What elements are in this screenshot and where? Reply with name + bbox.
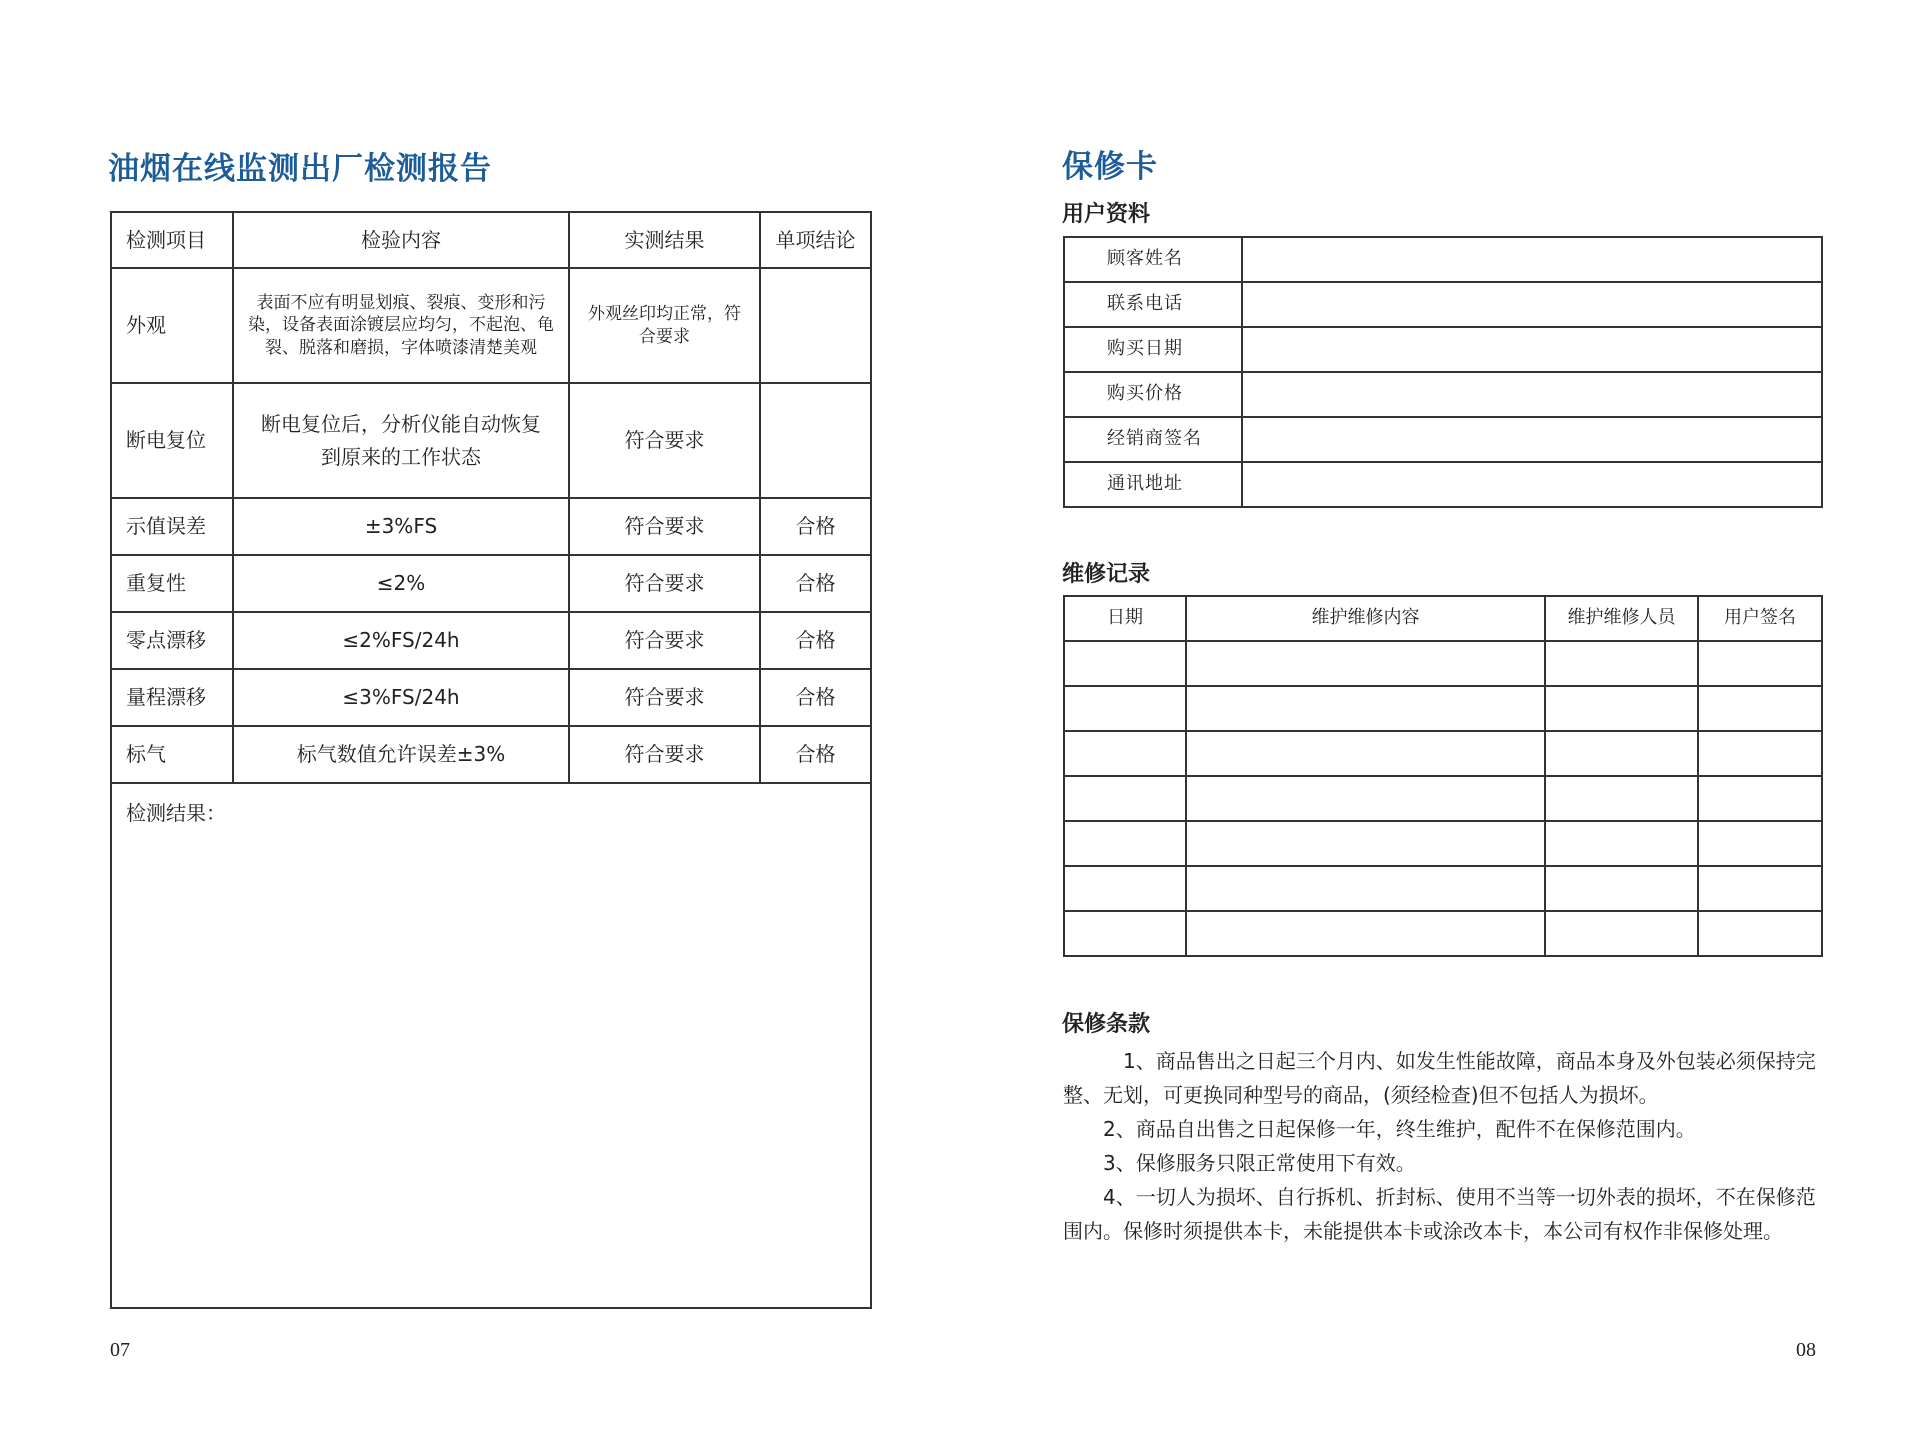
- user-info-row: [1064, 282, 1822, 327]
- result-cell: 符合要求: [569, 383, 760, 498]
- result-cell: 符合要求: [569, 555, 760, 612]
- conclusion-cell: 合格: [760, 498, 871, 555]
- user-info-row: [1064, 417, 1822, 462]
- phone-label: 联系电话: [1064, 282, 1242, 327]
- repair-row: [1064, 821, 1822, 866]
- repair-cell[interactable]: [1698, 641, 1822, 686]
- repair-cell[interactable]: [1545, 731, 1698, 776]
- repair-cell[interactable]: [1064, 731, 1186, 776]
- content-cell: ±3%FS: [233, 498, 569, 555]
- table-row: [111, 498, 871, 555]
- content-cell: 表面不应有明显划痕、裂痕、变形和污染，设备表面涂镀层应均匀，不起泡、龟裂、脱落和磨损，字体喷漆清楚美观: [233, 268, 569, 383]
- item-cell: 标气: [111, 726, 233, 783]
- header-cell: 维护维修人员: [1545, 596, 1698, 641]
- header-cell: 单项结论: [760, 212, 871, 268]
- repair-cell[interactable]: [1186, 686, 1545, 731]
- table-row: [111, 669, 871, 726]
- result-cell: 符合要求: [569, 498, 760, 555]
- repair-record-heading: 维修记录: [1062, 562, 1151, 587]
- user-info-row: [1064, 462, 1822, 507]
- repair-cell[interactable]: [1545, 821, 1698, 866]
- purchase-price-label: 购买价格: [1064, 372, 1242, 417]
- table-header-row: [111, 212, 871, 268]
- repair-row: [1064, 731, 1822, 776]
- repair-cell[interactable]: [1186, 911, 1545, 956]
- table-row: [111, 726, 871, 783]
- repair-cell[interactable]: [1545, 866, 1698, 911]
- repair-cell[interactable]: [1698, 821, 1822, 866]
- table-row: [111, 268, 871, 383]
- repair-cell[interactable]: [1698, 731, 1822, 776]
- repair-record-table: [1063, 595, 1823, 957]
- header-cell: 用户签名: [1698, 596, 1822, 641]
- result-cell: 符合要求: [569, 669, 760, 726]
- header-cell: 实测结果: [569, 212, 760, 268]
- repair-cell[interactable]: [1064, 686, 1186, 731]
- table-row: [111, 555, 871, 612]
- user-info-row: [1064, 372, 1822, 417]
- conclusion-cell: 合格: [760, 555, 871, 612]
- content-cell: 标气数值允许误差±3%: [233, 726, 569, 783]
- report-title: 油烟在线监测出厂检测报告: [108, 151, 492, 187]
- item-cell: 重复性: [111, 555, 233, 612]
- header-cell: 维护维修内容: [1186, 596, 1545, 641]
- repair-row: [1064, 776, 1822, 821]
- repair-cell[interactable]: [1545, 641, 1698, 686]
- warranty-term: 2、商品自出售之日起保修一年，终生维护，配件不在保修范围内。: [1103, 1117, 1696, 1141]
- repair-row: [1064, 866, 1822, 911]
- purchase-date-field[interactable]: [1242, 327, 1822, 372]
- warranty-term: 4、一切人为损坏、自行拆机、折封标、使用不当等一切外表的损坏，不在保修范围内。保修时须提供本卡，未能提供本卡或涂改本卡，本公司有权作非保修处理。: [1063, 1185, 1816, 1243]
- repair-cell[interactable]: [1064, 776, 1186, 821]
- repair-cell[interactable]: [1186, 776, 1545, 821]
- conclusion-cell: 合格: [760, 669, 871, 726]
- item-cell: 断电复位: [111, 383, 233, 498]
- user-info-row: [1064, 237, 1822, 282]
- repair-cell[interactable]: [1064, 911, 1186, 956]
- repair-cell[interactable]: [1064, 821, 1186, 866]
- inspection-report-table: [110, 211, 872, 1309]
- repair-header-row: [1064, 596, 1822, 641]
- conclusion-cell: [760, 383, 871, 498]
- result-cell: 符合要求: [569, 612, 760, 669]
- item-cell: 量程漂移: [111, 669, 233, 726]
- repair-cell[interactable]: [1186, 866, 1545, 911]
- table-row: [111, 612, 871, 669]
- purchase-price-field[interactable]: [1242, 372, 1822, 417]
- repair-cell[interactable]: [1186, 731, 1545, 776]
- content-cell: 断电复位后，分析仪能自动恢复到原来的工作状态: [233, 383, 569, 498]
- user-info-table: [1063, 236, 1823, 508]
- warranty-term: 3、保修服务只限正常使用下有效。: [1103, 1151, 1416, 1175]
- content-cell: ≤2%FS/24h: [233, 612, 569, 669]
- page-number-left: 07: [110, 1339, 130, 1361]
- repair-row: [1064, 911, 1822, 956]
- warranty-terms-heading: 保修条款: [1062, 1012, 1151, 1037]
- item-cell: 零点漂移: [111, 612, 233, 669]
- warranty-terms: [1063, 1044, 1823, 1248]
- conclusion-cell: [760, 268, 871, 383]
- repair-row: [1064, 641, 1822, 686]
- dealer-signature-field[interactable]: [1242, 417, 1822, 462]
- conclusion-cell: 合格: [760, 726, 871, 783]
- result-row: [111, 783, 871, 1308]
- inspection-result-label: 检测结果：: [126, 801, 226, 825]
- table-row: [111, 383, 871, 498]
- customer-name-label: 顾客姓名: [1064, 237, 1242, 282]
- conclusion-cell: 合格: [760, 612, 871, 669]
- header-cell: 检测项目: [111, 212, 233, 268]
- repair-cell[interactable]: [1545, 776, 1698, 821]
- repair-cell[interactable]: [1698, 866, 1822, 911]
- dealer-signature-label: 经销商签名: [1064, 417, 1242, 462]
- content-cell: ≤3%FS/24h: [233, 669, 569, 726]
- address-field[interactable]: [1242, 462, 1822, 507]
- inspection-result-field[interactable]: [111, 783, 871, 1308]
- user-info-row: [1064, 327, 1822, 372]
- warranty-card-title: 保修卡: [1062, 149, 1158, 185]
- item-cell: 示值误差: [111, 498, 233, 555]
- repair-cell[interactable]: [1064, 866, 1186, 911]
- content-cell: ≤2%: [233, 555, 569, 612]
- header-cell: 日期: [1064, 596, 1186, 641]
- repair-cell[interactable]: [1698, 911, 1822, 956]
- repair-cell[interactable]: [1545, 911, 1698, 956]
- address-label: 通讯地址: [1064, 462, 1242, 507]
- phone-field[interactable]: [1242, 282, 1822, 327]
- repair-cell[interactable]: [1064, 641, 1186, 686]
- repair-cell[interactable]: [1186, 641, 1545, 686]
- warranty-term: 1、商品售出之日起三个月内、如发生性能故障，商品本身及外包装必须保持完整、无划，可更换同种型号的商品，(须经检查)但不包括人为损坏。: [1063, 1049, 1816, 1107]
- repair-row: [1064, 686, 1822, 731]
- repair-cell[interactable]: [1186, 821, 1545, 866]
- repair-cell[interactable]: [1545, 686, 1698, 731]
- header-cell: 检验内容: [233, 212, 569, 268]
- user-info-heading: 用户资料: [1062, 202, 1151, 227]
- repair-cell[interactable]: [1698, 776, 1822, 821]
- purchase-date-label: 购买日期: [1064, 327, 1242, 372]
- result-cell: 符合要求: [569, 726, 760, 783]
- item-cell: 外观: [111, 268, 233, 383]
- repair-cell[interactable]: [1698, 686, 1822, 731]
- result-cell: 外观丝印均正常，符合要求: [569, 268, 760, 383]
- page-number-right: 08: [1796, 1339, 1816, 1361]
- customer-name-field[interactable]: [1242, 237, 1822, 282]
